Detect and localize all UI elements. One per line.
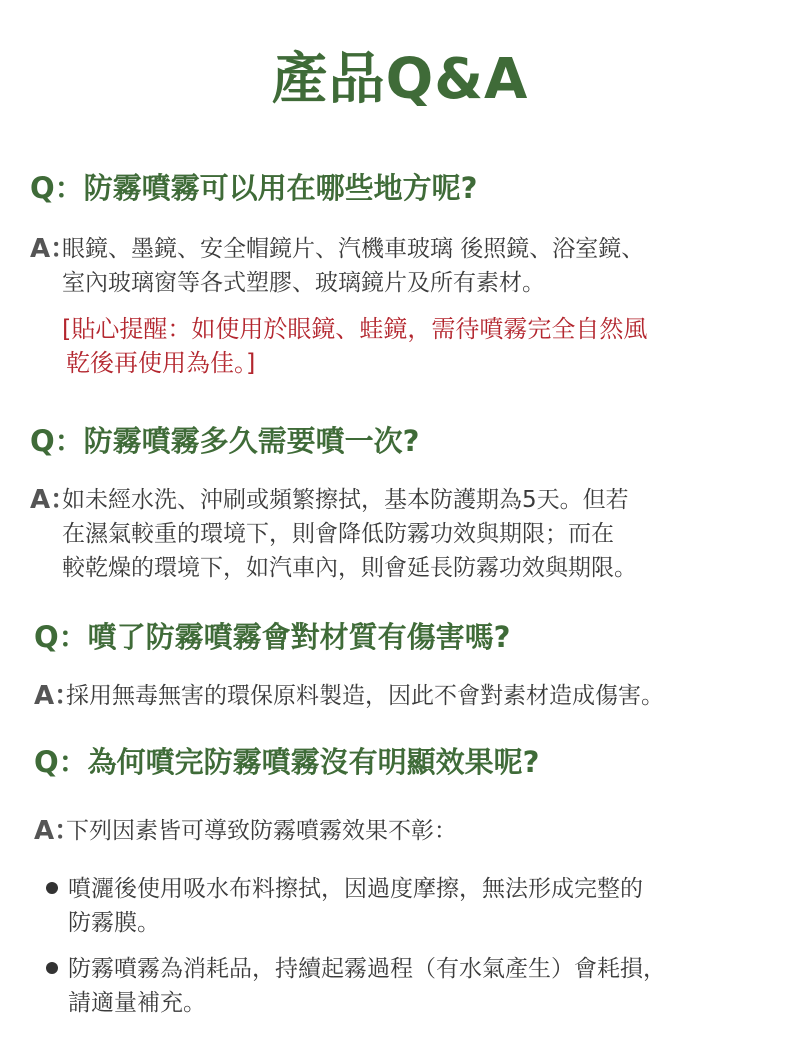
answer-1-mark: A：	[30, 234, 77, 264]
bullet-dot-icon	[46, 962, 58, 974]
answer-3-text	[66, 679, 664, 713]
answer-1-line-2: 室內玻璃窗等各式塑膠、玻璃鏡片及所有素材。	[62, 270, 545, 296]
bullet-item-1-line-2: 防霧膜。	[68, 910, 160, 936]
tip-note-line-1: [貼心提醒：如使用於眼鏡、蛙鏡，需待噴霧完全自然風	[62, 315, 648, 343]
bullet-item-1	[68, 872, 643, 940]
bullet-item-2	[68, 952, 666, 1020]
bullet-item-2-line-1: 防霧噴霧為消耗品，持續起霧過程（有水氣產生）會耗損，	[68, 956, 666, 982]
answer-2-text	[62, 483, 637, 585]
answer-3-mark: A：	[34, 681, 81, 711]
question-2: Q：防霧噴霧多久需要噴一次?	[30, 424, 420, 458]
tip-note-line-2: 乾後再使用為佳。]	[66, 349, 256, 377]
answer-4-line-1: 下列因素皆可導致防霧噴霧效果不彰：	[66, 818, 457, 844]
tip-note	[62, 312, 647, 380]
question-3: Q：噴了防霧噴霧會對材質有傷害嗎?	[34, 620, 511, 654]
question-1: Q：防霧噴霧可以用在哪些地方呢?	[30, 171, 478, 205]
bullet-item-1-line-1: 噴灑後使用吸水布料擦拭，因過度摩擦，無法形成完整的	[68, 876, 643, 902]
answer-4-mark: A：	[34, 816, 81, 846]
question-4: Q：為何噴完防霧噴霧沒有明顯效果呢?	[34, 745, 540, 779]
answer-2-mark: A：	[30, 485, 77, 515]
answer-2-line-3: 較乾燥的環境下，如汽車內，則會延長防霧功效與期限。	[62, 555, 637, 581]
bullet-dot-icon	[46, 882, 58, 894]
page-title: 產品Q&A	[271, 47, 529, 112]
answer-1-line-1: 眼鏡、墨鏡、安全帽鏡片、汽機車玻璃 後照鏡、浴室鏡、	[62, 236, 645, 262]
bullet-item-2-line-2: 請適量補充。	[68, 990, 206, 1016]
answer-2-line-2: 在濕氣較重的環境下，則會降低防霧功效與期限；而在	[62, 521, 614, 547]
answer-2-line-1: 如未經水洗、沖刷或頻繁擦拭，基本防護期為5天。但若	[62, 487, 629, 513]
answer-1-text	[62, 232, 644, 300]
answer-3-line-1: 採用無毒無害的環保原料製造，因此不會對素材造成傷害。	[66, 683, 664, 709]
answer-4-text	[66, 814, 457, 848]
